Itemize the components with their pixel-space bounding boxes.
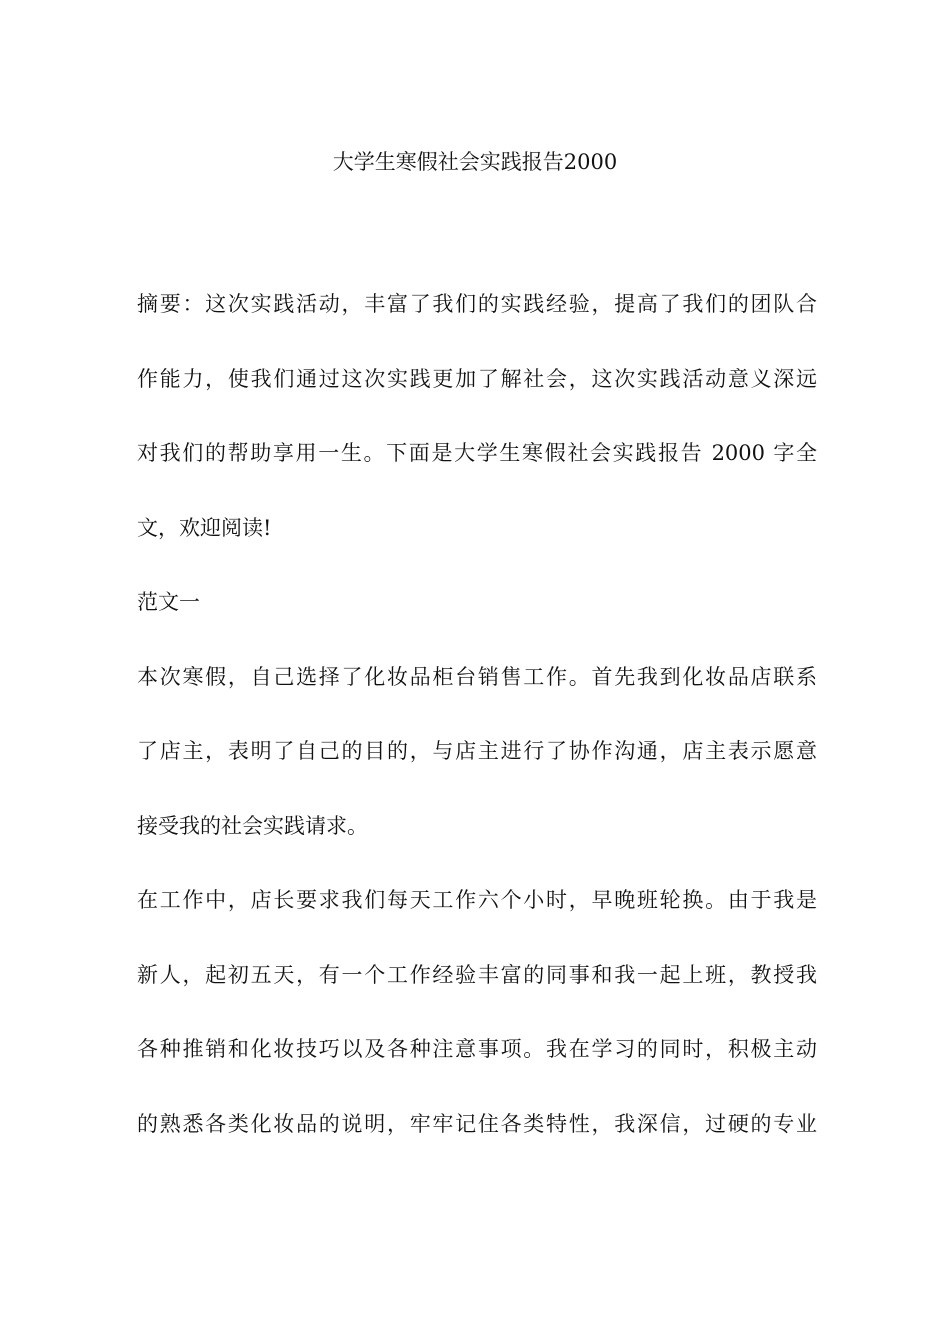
section-heading: 范文一 [137,590,200,614]
paragraph-line: 本次寒假，自己选择了化妆品柜台销售工作。首先我到化妆品店联系 [137,664,817,689]
paragraph-line: 新人，起初五天，有一个工作经验丰富的同事和我一起上班，教授我 [137,962,817,987]
document-body [137,284,817,1178]
paragraph-line: 各种推销和化妆技巧以及各种注意事项。我在学习的同时，积极主动 [137,1037,817,1061]
document-title: 大学生寒假社会实践报告2000 [332,150,618,174]
abstract-line: 作能力，使我们通过这次实践更加了解社会，这次实践活动意义深远 [137,366,817,391]
paragraph-line: 了店主，表明了自己的目的，与店主进行了协作沟通，店主表示愿意 [137,739,817,763]
paragraph-line: 接受我的社会实践请求。 [137,813,368,838]
paragraph-line: 的熟悉各类化妆品的说明，牢牢记住各类特性，我深信，过硬的专业 [137,1111,817,1136]
abstract-line: 对我们的帮助享用一生。下面是大学生寒假社会实践报告 2000 字全 [137,441,817,465]
abstract-line: 文，欢迎阅读! [137,515,272,540]
abstract-line: 摘要：这次实践活动，丰富了我们的实践经验，提高了我们的团队合 [137,292,817,316]
paragraph-line: 在工作中，店长要求我们每天工作六个小时，早晚班轮换。由于我是 [137,888,817,912]
